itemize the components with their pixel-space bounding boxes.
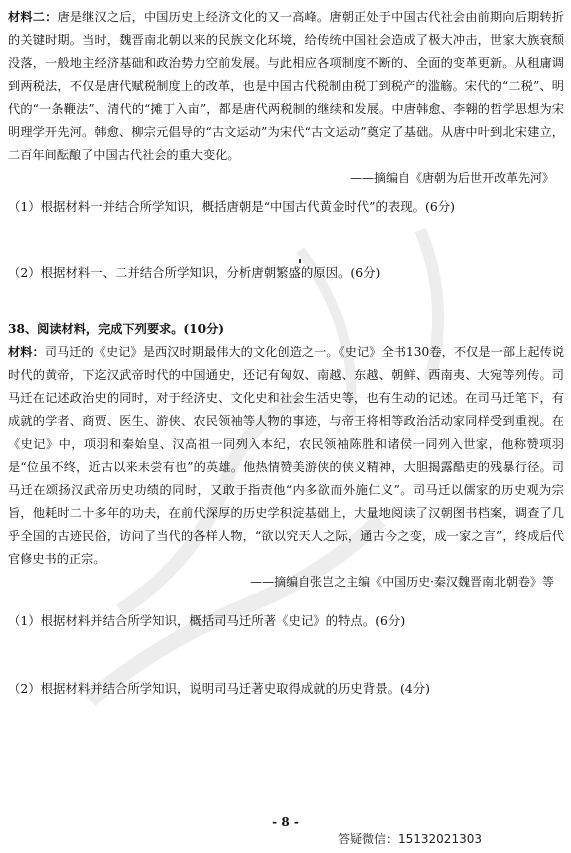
contact-info: 答疑微信：15132021303	[338, 832, 482, 846]
page-number: - 8 -	[272, 815, 299, 829]
question-38-sub2-text: （2）根据材料并结合所学知识，说明司马迁著史取得成就的历史背景。(4分)	[8, 681, 430, 696]
question-38-sub1	[8, 610, 564, 632]
question-38-heading: 38、阅读材料，完成下列要求。(10分)	[8, 322, 225, 336]
question-38-sub1-text: （1）根据材料并结合所学知识，概括司马迁所著《史记》的特点。(6分)	[8, 613, 406, 628]
material2-label: 材料二：	[8, 10, 58, 24]
material2-paragraph	[8, 6, 564, 167]
question-38-material-label: 材料：	[8, 345, 45, 359]
question-1-text: （1）根据材料一并结合所学知识，概括唐朝是“中国古代黄金时代”的表现。(6分)	[8, 199, 455, 214]
question-38-sub2	[8, 678, 564, 700]
question-1	[8, 196, 564, 218]
question-2-text: （2）根据材料一、二并结合所学知识，分析唐朝繁盛的原因。(6分)	[8, 265, 381, 280]
material2-text: 唐是继汉之后，中国历史上经济文化的又一高峰。唐朝正处于中国古代社会由前期向后期转折的关键时期。当时，魏晋南北朝以来的民族文化环境，给传统中国社会造成了极大冲击，世家大族衰颓没落，一般地主经济基础和政治势力空前发展。与此相应各项制度不断的、全面的变革更新。从租庸调到两税法，不仅是唐代赋税制度上的改革，也是中国古代税制由税丁到税产的滥觞。宋代的“二税”、明代的“一条鞭法”、清代的“摊丁入亩”，都是唐代两税制的继续和发展。中唐韩愈、李翱的哲学思想为宋明理学开先河。韩愈、柳宗元倡导的“古文运动”为宋代“古文运动”奠定了基础。从唐中叶到北宋建立，二百年间酝酿了中国古代社会的重大变化。	[8, 10, 564, 162]
material2-section	[8, 6, 564, 189]
question-38-source: ——摘编自张岂之主编《中国历史·秦汉魏晋南北朝卷》等	[250, 575, 554, 589]
material2-source: ——摘编自《唐朝为后世开改革先河》	[349, 171, 554, 185]
question-38-material	[8, 341, 564, 571]
question-38-material-text: 司马迁的《史记》是西汉时期最伟大的文化创造之一。《史记》全书130卷，不仅是一部上起传说时代的黄帝，下迄汉武帝时代的中国通史，还记有匈奴、南越、东越、朝鲜、西南夷、大宛等列传。司马迁在记述政治史的同时，对于经济史、文化史和社会生活史等，也有生动的记述。在司马迁笔下，有成就的学者、商贾、医生、游侠、农民领袖等人物的事迹，与帝王将相等政治活动家同样受到重视。在《史记》中，项羽和秦始皇、汉高祖一同列入本纪，农民领袖陈胜和诸侯一同列入世家，他称赞项羽是“位虽不终，近古以来未尝有也”的英雄。他热情赞美游侠的侠义精神，大胆揭露酷吏的残暴行径。司马迁在颂扬汉武帝历史功绩的同时，又敢于指责他“内多欲而外施仁义”。司马迁以儒家的历史观为宗旨，他耗时二十多年的功夫，在前代深厚的历史学积淀基础上，大量地阅读了汉朝图书档案，调查了几乎全国的古迹民俗，访问了当代的各样人物，“欲以究天人之际，通古今之变，成一家之言”，终成后代官修史书的正宗。	[8, 345, 565, 566]
question-2	[8, 262, 564, 284]
question-38-section	[8, 318, 564, 593]
